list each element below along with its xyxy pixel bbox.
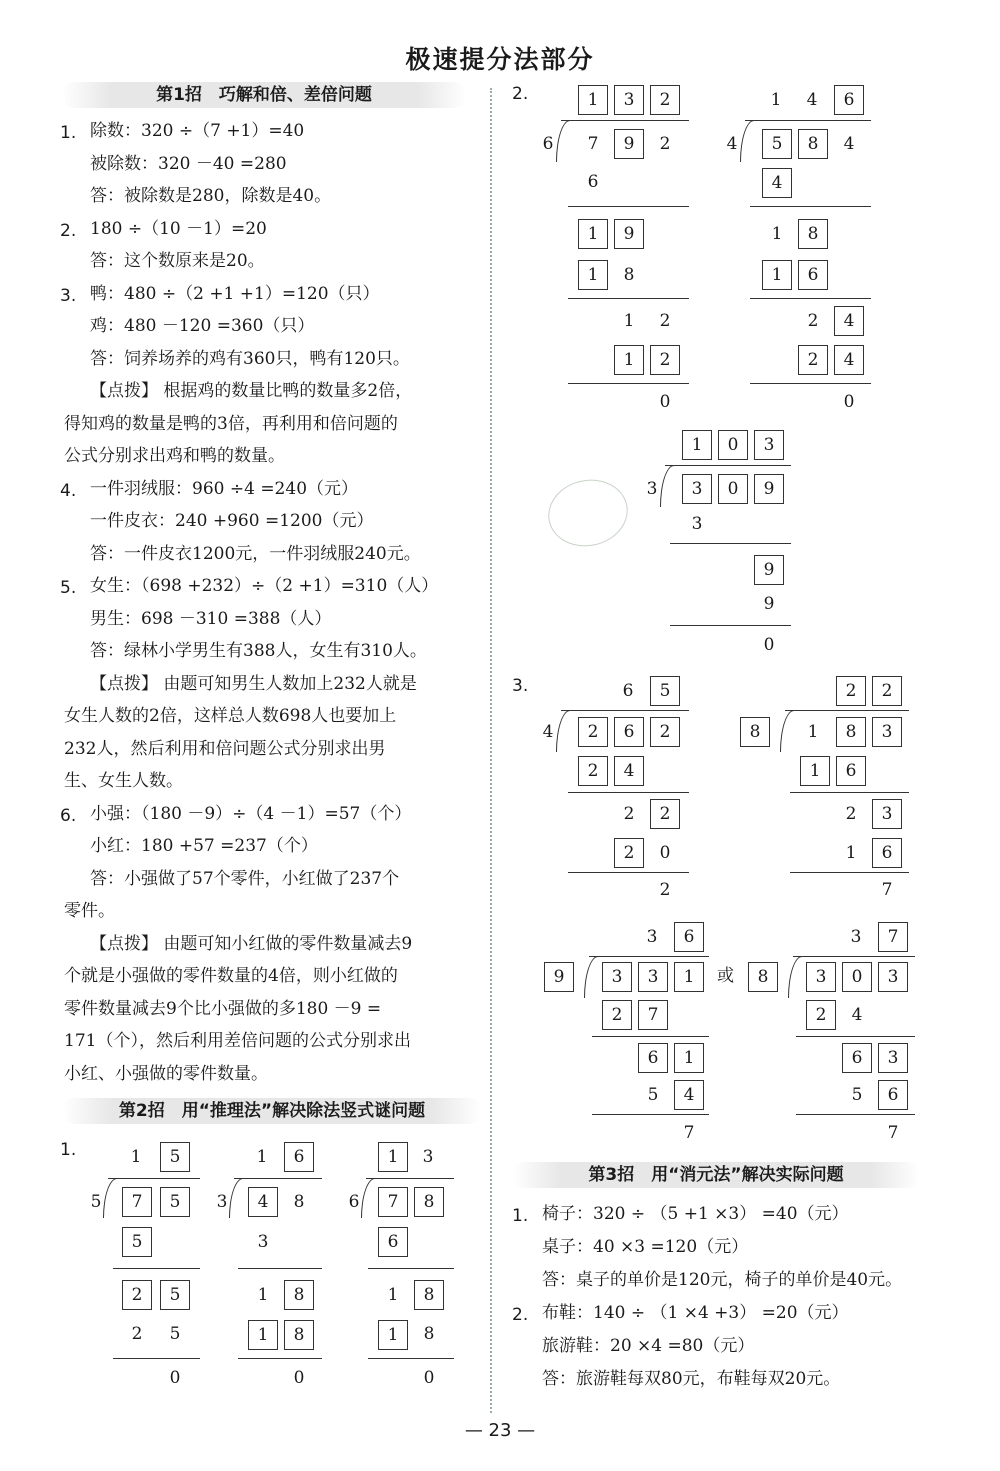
column-divider: [490, 88, 492, 1413]
digit: 1: [623, 311, 635, 331]
rule: [561, 120, 689, 121]
section1-line: 答：小强做了57个零件，小红做了237个: [90, 868, 400, 889]
digit-box: 3: [878, 1043, 908, 1073]
division-bracket: [788, 956, 802, 998]
digit: 1: [256, 1147, 268, 1167]
section1-line: 零件数量减去9个比小强做的多180 －9 =: [64, 998, 382, 1019]
digit-box: 8: [836, 717, 866, 747]
division-bracket: [584, 956, 598, 998]
item-number: 2.: [512, 84, 529, 104]
digit: 0: [293, 1368, 305, 1388]
digit-box: 2: [614, 838, 644, 868]
digit-box: 2: [798, 345, 828, 375]
digit: 4: [542, 722, 554, 742]
digit-box: 8: [798, 129, 828, 159]
rule: [568, 792, 689, 793]
rule: [592, 1114, 709, 1115]
digit-box: 9: [614, 219, 644, 249]
digit-box: 1: [378, 1142, 408, 1172]
digit-box: 6: [836, 756, 866, 786]
digit: 5: [851, 1085, 863, 1105]
rule: [561, 710, 689, 711]
digit: 0: [763, 635, 775, 655]
digit-box: 2: [650, 345, 680, 375]
watermark-stamp-icon: [542, 472, 634, 553]
digit-box: 3: [878, 962, 908, 992]
section1-line: 女生人数的2倍，这样总人数698人也要加上: [64, 706, 397, 726]
digit-box: 6: [638, 1043, 668, 1073]
digit: 3: [646, 927, 658, 947]
digit: 0: [169, 1368, 181, 1388]
digit-box: 2: [650, 85, 680, 115]
rule: [793, 956, 915, 957]
digit-box: 6: [872, 838, 902, 868]
or-label: 或: [717, 966, 734, 986]
digit: 7: [887, 1123, 899, 1143]
digit-box: 6: [878, 1080, 908, 1110]
digit: 2: [845, 804, 857, 824]
division-bracket: [361, 1178, 375, 1218]
digit: 4: [851, 1005, 863, 1025]
digit-box: 2: [872, 676, 902, 706]
digit: 0: [659, 843, 671, 863]
digit: 2: [623, 804, 635, 824]
digit-box: 4: [762, 168, 792, 198]
rule: [113, 1358, 200, 1359]
digit-box: 5: [762, 129, 792, 159]
digit-box: 4: [674, 1080, 704, 1110]
digit-box: 5: [160, 1142, 190, 1172]
section3-line: 布鞋：140 ÷ （1 ×4 +3） =20（元）: [542, 1303, 849, 1323]
digit: 1: [771, 224, 783, 244]
digit-box: 2: [578, 756, 608, 786]
digit: 1: [130, 1147, 142, 1167]
division-bracket: [660, 465, 674, 507]
section1-line: 小红：180 +57 =237（个）: [90, 836, 318, 856]
digit: 3: [850, 927, 862, 947]
digit: 4: [806, 90, 818, 110]
section1-line: 答：被除数是280，除数是40。: [90, 186, 332, 206]
rule: [790, 872, 909, 873]
rule: [785, 710, 909, 711]
section1-line: 小强：（180 －9）÷（4 －1）=57（个）: [90, 803, 412, 824]
digit: 7: [683, 1123, 695, 1143]
digit-box: 5: [160, 1187, 190, 1217]
section1-line: 女生：（698 +232）÷（2 +1）=310（人）: [90, 576, 439, 596]
digit: 5: [647, 1085, 659, 1105]
digit-box: 3: [872, 717, 902, 747]
digit: 5: [90, 1192, 102, 1212]
digit-box: 6: [798, 260, 828, 290]
section1-line: 小红、小强做的零件数量。: [64, 1063, 268, 1084]
section3-line: 答：旅游鞋每双80元，布鞋每双20元。: [542, 1369, 841, 1389]
rule: [368, 1358, 454, 1359]
digit-box: 5: [160, 1280, 190, 1310]
digit-box: 2: [650, 799, 680, 829]
item-number: 1.: [512, 1206, 529, 1226]
digit-box: 8: [414, 1280, 444, 1310]
section1-line: 零件。: [64, 901, 115, 921]
item-number: 1.: [60, 123, 77, 143]
digit-box: 1: [800, 756, 830, 786]
digit: 1: [845, 843, 857, 863]
section3-line: 旅游鞋：20 ×4 =80（元）: [542, 1336, 755, 1356]
section1-line: 一件羽绒服：960 ÷4 =240（元）: [90, 478, 359, 499]
section1-line: 被除数：320 －40 =280: [90, 153, 287, 174]
digit: 8: [623, 265, 635, 285]
digit: 3: [422, 1147, 434, 1167]
digit: 0: [659, 392, 671, 412]
digit: 6: [348, 1192, 360, 1212]
digit-box: 3: [682, 474, 712, 504]
digit-box: 1: [378, 1320, 408, 1350]
digit: 4: [843, 134, 855, 154]
section1-line: 除数：320 ÷（7 +1）=40: [90, 121, 305, 141]
digit-box: 3: [602, 962, 632, 992]
digit-box: 1: [578, 219, 608, 249]
digit: 2: [659, 134, 671, 154]
digit: 3: [691, 514, 703, 534]
digit-box: 3: [806, 962, 836, 992]
digit: 9: [763, 594, 775, 614]
rule: [670, 543, 791, 544]
rule: [750, 383, 871, 384]
digit-box: 1: [682, 430, 712, 460]
rule: [238, 1358, 322, 1359]
digit: 2: [659, 311, 671, 331]
rule: [670, 625, 791, 626]
section1-line: 得知鸡的数量是鸭的3倍，再利用和倍问题的: [64, 413, 398, 434]
digit: 7: [587, 134, 599, 154]
section1-line: 【点拨】 由题可知小红做的零件数量减去9: [90, 933, 413, 954]
section1-line: 【点拨】 由题可知男生人数加上232人就是: [90, 673, 417, 694]
section3-line: 桌子：40 ×3 =120（元）: [542, 1237, 749, 1257]
rule: [592, 1036, 709, 1037]
digit: 8: [293, 1192, 305, 1212]
digit-box: 9: [754, 555, 784, 585]
digit: 2: [131, 1324, 143, 1344]
rule: [234, 1178, 322, 1179]
item-number: 1.: [60, 1140, 77, 1160]
digit-box: 2: [650, 717, 680, 747]
section3-heading: 第3招 用“消元法”解决实际问题: [512, 1162, 920, 1188]
rule: [665, 465, 791, 466]
rule: [796, 1114, 915, 1115]
item-number: 3.: [60, 286, 77, 306]
digit-box: 2: [122, 1280, 152, 1310]
digit-box: 7: [638, 1000, 668, 1030]
rule: [568, 206, 689, 207]
digit: 2: [807, 311, 819, 331]
digit-box: 1: [248, 1320, 278, 1350]
rule: [750, 298, 871, 299]
digit: 5: [169, 1324, 181, 1344]
section1-line: 171（个），然后利用差倍问题的公式分别求出: [64, 1031, 411, 1051]
division-bracket: [229, 1178, 243, 1218]
digit-box: 4: [834, 306, 864, 336]
rule: [790, 792, 909, 793]
digit-box: 2: [836, 676, 866, 706]
page-title: 极速提分法部分: [405, 45, 595, 74]
digit-box: 6: [614, 717, 644, 747]
rule: [366, 1178, 454, 1179]
section1-heading: 第1招 巧解和倍、差倍问题: [62, 82, 466, 108]
section1-line: 个就是小强做的零件数量的4倍，则小红做的: [64, 966, 398, 986]
rule: [750, 206, 871, 207]
section1-line: 鸭：480 ÷（2 +1 +1）=120（只）: [90, 283, 380, 304]
digit-box: 0: [842, 962, 872, 992]
item-number: 5.: [60, 578, 77, 598]
digit-box: 1: [578, 260, 608, 290]
digit: 3: [257, 1232, 269, 1252]
digit-box: 6: [842, 1043, 872, 1073]
section1-line: 一件皮衣：240 +960 =1200（元）: [90, 511, 374, 531]
digit-box: 9: [544, 962, 574, 992]
digit-box: 1: [674, 962, 704, 992]
rule: [796, 1036, 915, 1037]
digit: 3: [646, 479, 658, 499]
digit-box: 5: [122, 1227, 152, 1257]
digit: 1: [770, 90, 782, 110]
digit-box: 9: [754, 474, 784, 504]
digit: 6: [542, 134, 554, 154]
section1-line: 男生：698 －310 =388（人）: [90, 608, 332, 629]
digit: 1: [807, 722, 819, 742]
digit-box: 2: [602, 1000, 632, 1030]
rule: [568, 383, 689, 384]
digit: 7: [881, 880, 893, 900]
rule: [238, 1268, 322, 1269]
digit: 0: [843, 392, 855, 412]
digit-box: 8: [798, 219, 828, 249]
digit-box: 6: [674, 922, 704, 952]
digit-box: 3: [614, 85, 644, 115]
digit-box: 0: [718, 430, 748, 460]
division-bracket: [780, 710, 794, 752]
section3-line: 答：桌子的单价是120元，椅子的单价是40元。: [542, 1270, 903, 1290]
digit-box: 3: [754, 430, 784, 460]
section1-line: 答：绿林小学男生有388人，女生有310人。: [90, 641, 427, 661]
section1-line: 180 ÷（10 －1）=20: [90, 218, 267, 239]
digit: 0: [423, 1368, 435, 1388]
digit-box: 6: [284, 1142, 314, 1172]
rule: [589, 956, 709, 957]
section2-heading: 第2招 用“推理法”解决除法竖式谜问题: [62, 1098, 482, 1124]
rule: [368, 1268, 454, 1269]
digit-box: 8: [284, 1320, 314, 1350]
digit: 1: [387, 1285, 399, 1305]
rule: [568, 298, 689, 299]
digit-box: 7: [378, 1187, 408, 1217]
digit-box: 1: [762, 260, 792, 290]
digit-box: 2: [578, 717, 608, 747]
digit-box: 4: [614, 756, 644, 786]
item-number: 6.: [60, 806, 77, 826]
digit-box: 4: [248, 1187, 278, 1217]
section3-line: 椅子：320 ÷ （5 +1 ×3） =40（元）: [542, 1204, 849, 1224]
rule: [745, 120, 871, 121]
rule: [568, 872, 689, 873]
digit: 8: [423, 1324, 435, 1344]
item-number: 3.: [512, 676, 529, 696]
digit-box: 7: [878, 922, 908, 952]
digit-box: 1: [578, 85, 608, 115]
section1-line: 232人，然后利用和倍问题公式分别求出男: [64, 738, 386, 759]
division-bracket: [556, 120, 570, 162]
division-bracket: [740, 120, 754, 162]
digit-box: 6: [834, 85, 864, 115]
digit-box: 7: [122, 1187, 152, 1217]
digit-box: 0: [718, 474, 748, 504]
page-number: — 23 —: [464, 1420, 536, 1441]
digit: 1: [257, 1285, 269, 1305]
digit: 4: [726, 134, 738, 154]
digit: 2: [659, 880, 671, 900]
section1-line: 公式分别求出鸡和鸭的数量。: [64, 446, 285, 466]
digit-box: 8: [284, 1280, 314, 1310]
item-number: 2.: [60, 221, 77, 241]
rule: [113, 1268, 200, 1269]
section1-line: 答：这个数原来是20。: [90, 251, 265, 271]
digit: 3: [216, 1192, 228, 1212]
division-bracket: [103, 1178, 117, 1218]
digit: 6: [587, 172, 599, 192]
rule: [108, 1178, 200, 1179]
digit-box: 9: [614, 129, 644, 159]
digit: 6: [622, 681, 634, 701]
section1-line: 答：一件皮衣1200元，一件羽绒服240元。: [90, 543, 421, 564]
digit-box: 3: [872, 799, 902, 829]
digit-box: 1: [674, 1043, 704, 1073]
digit-box: 5: [650, 676, 680, 706]
section1-line: 【点拨】 根据鸡的数量比鸭的数量多2倍，: [90, 381, 413, 401]
digit-box: 3: [638, 962, 668, 992]
digit-box: 8: [740, 717, 770, 747]
section1-line: 生、女生人数。: [64, 771, 183, 791]
item-number: 2.: [512, 1305, 529, 1325]
digit-box: 8: [748, 962, 778, 992]
section1-line: 答：饲养场养的鸡有360只，鸭有120只。: [90, 348, 410, 369]
digit-box: 1: [614, 345, 644, 375]
digit-box: 6: [378, 1227, 408, 1257]
digit-box: 8: [414, 1187, 444, 1217]
digit-box: 4: [834, 345, 864, 375]
digit-box: 2: [806, 1000, 836, 1030]
item-number: 4.: [60, 481, 77, 501]
section1-line: 鸡：480 －120 =360（只）: [90, 316, 315, 336]
